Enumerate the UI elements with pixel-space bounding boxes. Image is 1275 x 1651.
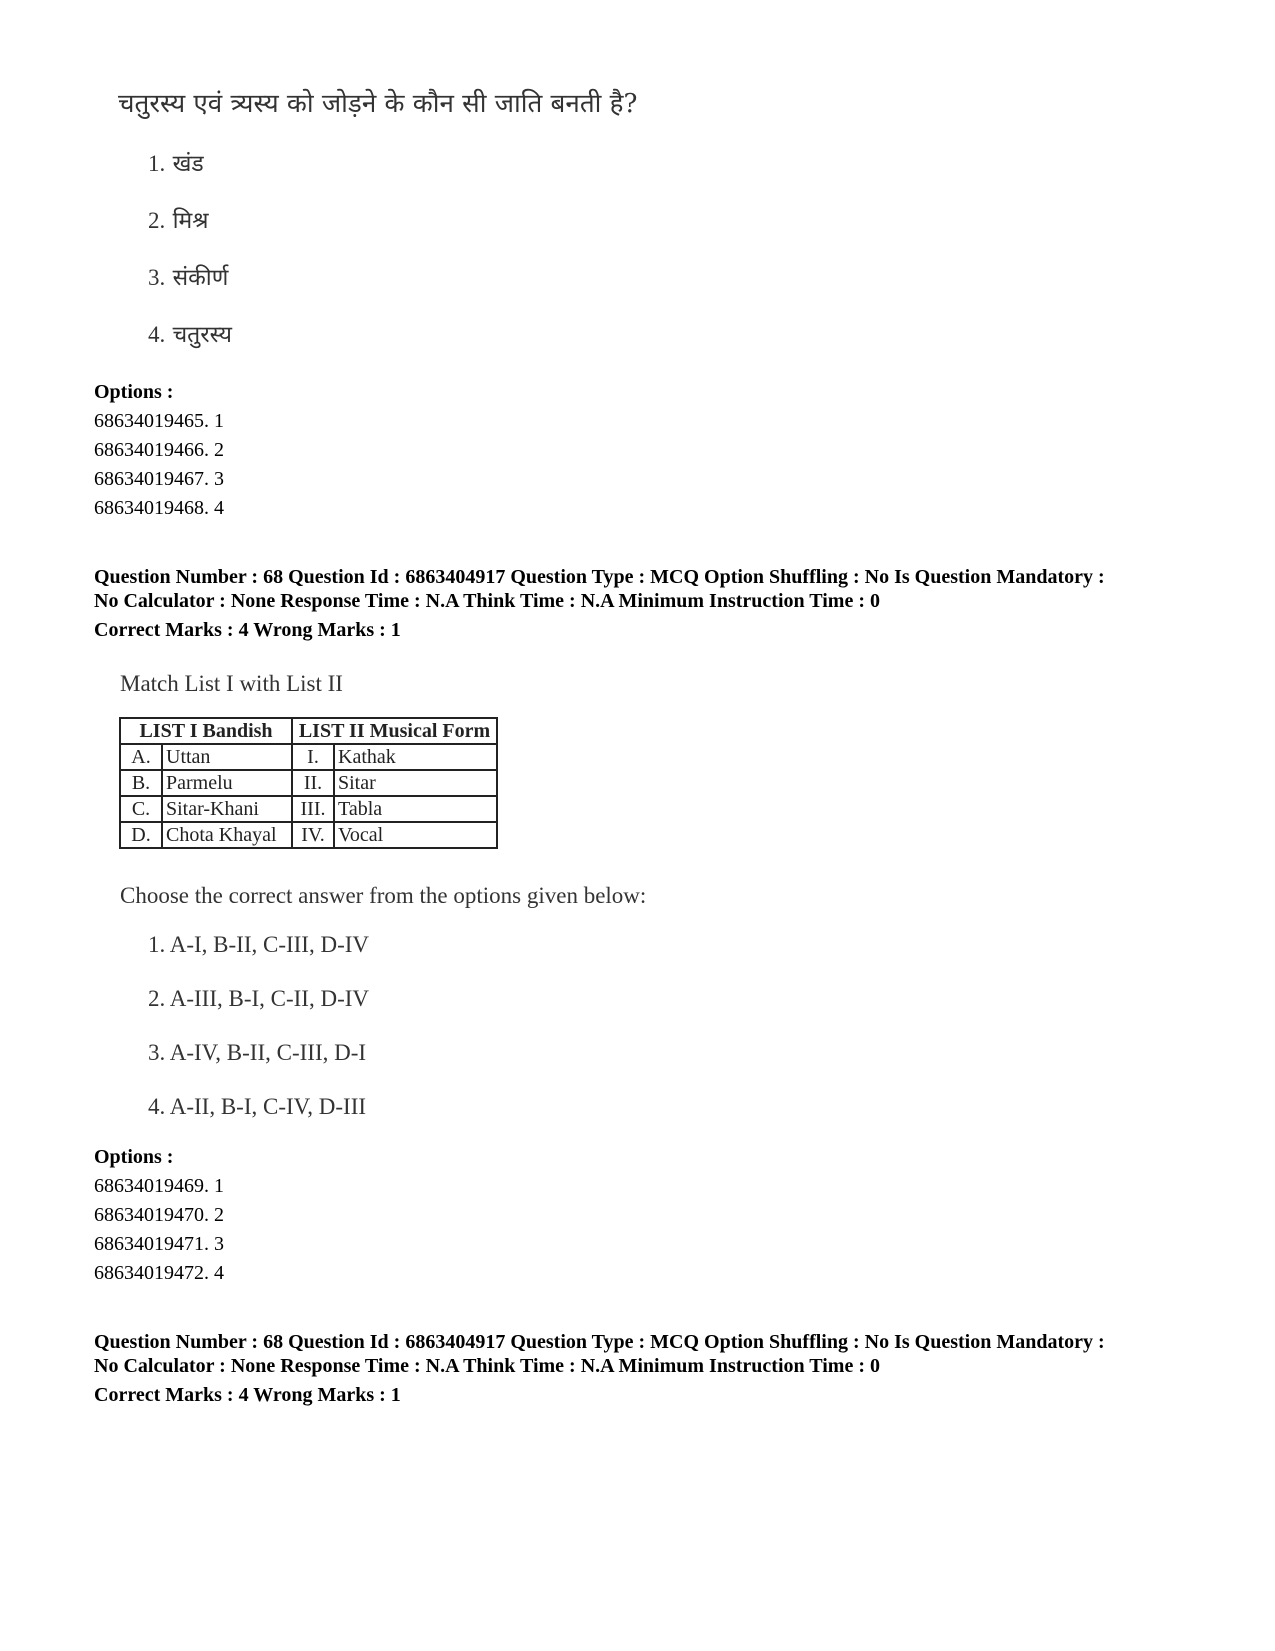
question-1-choice-2 <box>148 203 209 235</box>
list-1-header: LIST I Bandish <box>120 718 292 744</box>
choice-text: संकीर्ण <box>172 265 229 291</box>
question-2-choice-2: 2. A-III, B-I, C-II, D-IV <box>148 986 369 1011</box>
choice-text: खंड <box>172 151 204 177</box>
table-row <box>120 744 497 770</box>
option-id: 68634019469. 1 <box>94 1175 224 1197</box>
question-2-stem: Match List I with List II <box>120 671 343 696</box>
cell: C. <box>120 796 162 822</box>
choice-text: चतुरस्य <box>172 322 232 348</box>
option-id: 68634019471. 3 <box>94 1233 224 1255</box>
cell: II. <box>292 770 334 796</box>
cell: Vocal <box>334 822 497 848</box>
marks-line: Correct Marks : 4 Wrong Marks : 1 <box>94 619 401 641</box>
match-table <box>119 717 498 849</box>
table-row <box>120 796 497 822</box>
cell: Chota Khayal <box>162 822 292 848</box>
question-2-choice-1: 1. A-I, B-II, C-III, D-IV <box>148 932 369 957</box>
choice-number: 4. <box>148 322 166 347</box>
marks-line: Correct Marks : 4 Wrong Marks : 1 <box>94 1384 401 1406</box>
options-label: Options : <box>94 1146 174 1168</box>
options-label: Options : <box>94 381 174 403</box>
question-2-instruction: Choose the correct answer from the options given below: <box>120 883 647 908</box>
question-meta <box>94 565 1105 642</box>
question-2-choice-4: 4. A-II, B-I, C-IV, D-III <box>148 1094 367 1119</box>
cell: Kathak <box>334 744 497 770</box>
question-1-stem: चतुरस्य एवं त्र्यस्य को जोड़ने के कौन सी जाति बनती है? <box>118 89 638 119</box>
option-id: 68634019465. 1 <box>94 410 224 432</box>
table-header-row <box>120 718 497 744</box>
cell: Tabla <box>334 796 497 822</box>
cell: Uttan <box>162 744 292 770</box>
choice-text: मिश्र <box>172 208 209 234</box>
option-id: 68634019468. 4 <box>94 497 224 519</box>
cell: I. <box>292 744 334 770</box>
question-1-choice-3 <box>148 260 228 292</box>
cell: Parmelu <box>162 770 292 796</box>
cell: A. <box>120 744 162 770</box>
cell: III. <box>292 796 334 822</box>
question-2-choice-3: 3. A-IV, B-II, C-III, D-I <box>148 1040 367 1065</box>
meta-line-1: Question Number : 68 Question Id : 6863404917 Question Type : MCQ Option Shuffling : No Is Question Mandatory : <box>94 1331 1105 1353</box>
list-2-header: LIST II Musical Form <box>292 718 497 744</box>
choice-number: 1. <box>148 151 166 176</box>
question-1-choice-1 <box>148 146 204 178</box>
meta-line-1: Question Number : 68 Question Id : 6863404917 Question Type : MCQ Option Shuffling : No Is Question Mandatory : <box>94 566 1105 588</box>
meta-line-2: No Calculator : None Response Time : N.A Think Time : N.A Minimum Instruction Time : 0 <box>94 1355 880 1377</box>
meta-line-2: No Calculator : None Response Time : N.A Think Time : N.A Minimum Instruction Time : 0 <box>94 590 880 612</box>
question-1-choice-4 <box>148 317 232 349</box>
choice-number: 2. <box>148 208 166 233</box>
option-id: 68634019470. 2 <box>94 1204 224 1226</box>
cell: B. <box>120 770 162 796</box>
cell: D. <box>120 822 162 848</box>
table-row <box>120 822 497 848</box>
cell: Sitar <box>334 770 497 796</box>
cell: Sitar-Khani <box>162 796 292 822</box>
cell: IV. <box>292 822 334 848</box>
option-id: 68634019466. 2 <box>94 439 224 461</box>
choice-number: 3. <box>148 265 166 290</box>
option-id: 68634019472. 4 <box>94 1262 224 1284</box>
table-row <box>120 770 497 796</box>
option-id: 68634019467. 3 <box>94 468 224 490</box>
question-meta <box>94 1330 1105 1407</box>
